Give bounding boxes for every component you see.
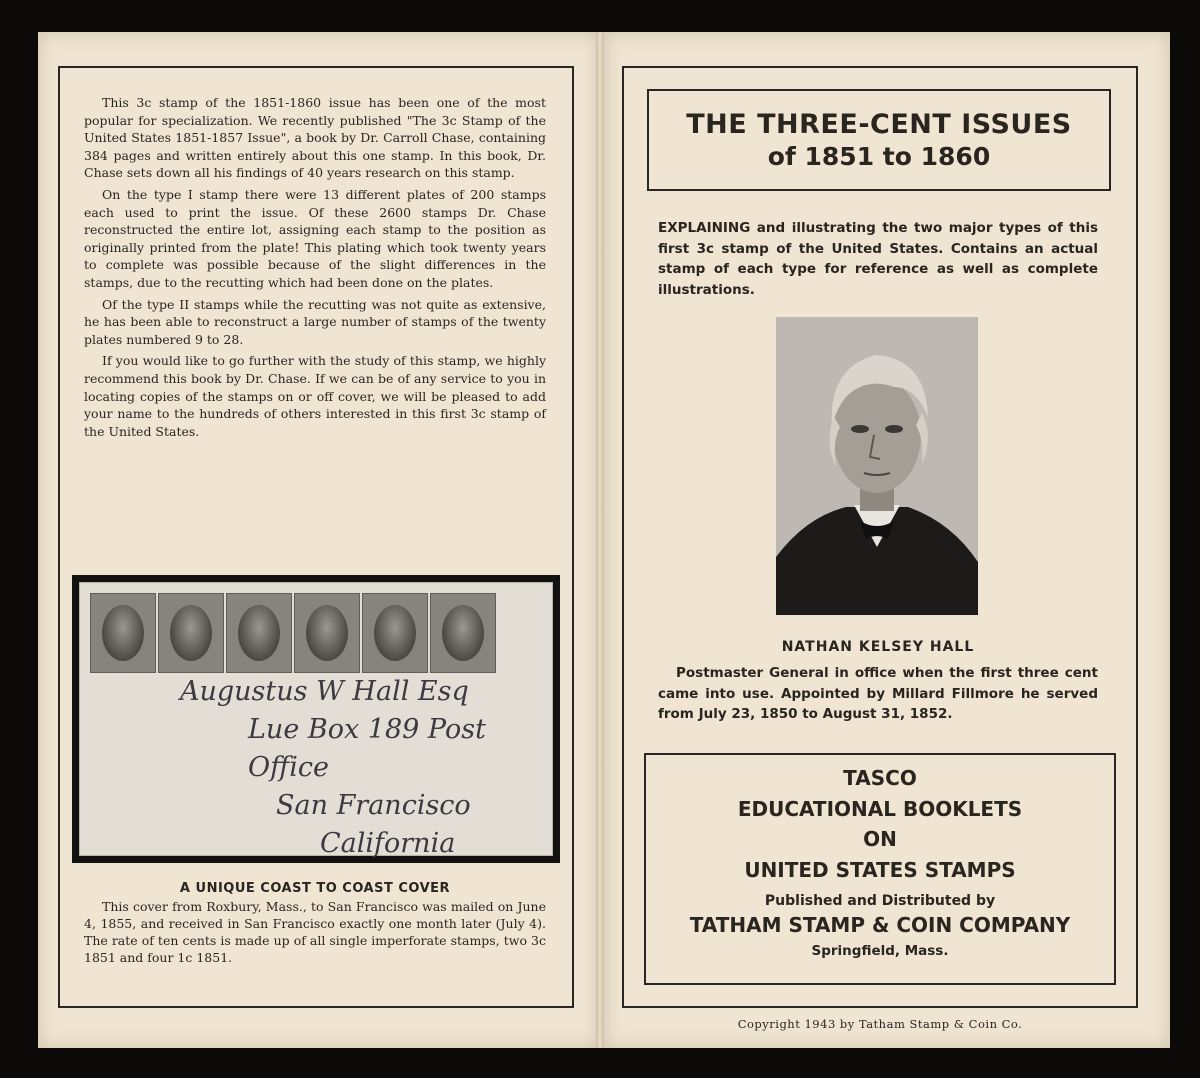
paragraph-type-one: On the type I stamp there were 13 different plates of 200 stamps each used to print the issue. Of these 2600 stamps Dr. Chase reconstructed the entire lot, assigning each stamp to the position as originally printed from the plate! This plating which took twenty years to complete was possible because of the slight differences in the stamps, due to the recutting which had been done on the plates. — [84, 186, 546, 290]
caption-title: A UNIQUE COAST TO COAST COVER — [179, 881, 451, 896]
company-city: Springfield, Mass. — [811, 943, 949, 959]
left-page-text — [84, 94, 546, 444]
company-name: TATHAM STAMP & COIN COMPANY — [689, 913, 1071, 937]
cover-caption — [84, 880, 546, 966]
booklet-title: THE THREE-CENT ISSUES — [686, 109, 1072, 140]
portrait-description: Postmaster General in office when the first three cent came into use. Appointed by Millard Fillmore he served from July 23, 1850 to August 31, 1852. — [658, 665, 1098, 722]
explain-text: EXPLAINING and illustrating the two major types of this first 3c stamp of the United States. Contains an actual stamp of each type for reference as well as complete illustrations. — [658, 220, 1098, 298]
handwritten-address — [180, 673, 552, 863]
stamp — [226, 593, 292, 673]
address-line: Lue Box 189 Post Office — [248, 714, 486, 783]
paragraph-type-two: Of the type II stamps while the recutting was not quite as extensive, he has been able to reconstruct a large number of stamps of the twenty plates numbered 9 to 28. — [84, 296, 546, 347]
series-line-2: EDUCATIONAL BOOKLETS — [737, 796, 1023, 821]
series-name: TASCO — [843, 766, 917, 790]
address-line: San Francisco — [276, 790, 471, 821]
cover-photo — [72, 575, 560, 863]
booklet-subtitle: of 1851 to 1860 — [767, 142, 991, 171]
address-line: California — [320, 828, 456, 859]
stamp — [158, 593, 224, 673]
copyright-notice: Copyright 1943 by Tatham Stamp & Coin Co. — [737, 1017, 1023, 1031]
publisher-box — [644, 753, 1116, 985]
address-line: Augustus W Hall Esq — [180, 676, 469, 707]
caption-body: This cover from Roxbury, Mass., to San Francisco was mailed on June 4, 1855, and received in San Francisco exactly one month later (July 4). The rate of ten cents is made up of all single imperforate stamps, two 3c 1851 and four 1c 1851. — [84, 899, 546, 965]
stamp — [362, 593, 428, 673]
right-page — [604, 32, 1170, 1048]
series-line-3: ON — [863, 827, 897, 851]
envelope — [79, 582, 553, 859]
stamp-strip — [90, 593, 498, 673]
portrait-name: NATHAN KELSEY HALL — [781, 639, 975, 655]
title-box — [647, 89, 1111, 191]
published-by: Published and Distributed by — [764, 893, 996, 909]
left-page — [38, 32, 598, 1048]
portrait-engraving — [776, 317, 978, 615]
series-line-4: UNITED STATES STAMPS — [744, 857, 1016, 882]
paragraph-further-study: If you would like to go further with the study of this stamp, we highly recommend this book by Dr. Chase. If we can be of any service to you in locating copies of the stamps on or off cover, we will be pleased to add your name to the hundreds of others interested in this first 3c stamp of the United States. — [84, 353, 546, 439]
stamp — [430, 593, 496, 673]
portrait-image — [776, 317, 978, 615]
paragraph-intro: This 3c stamp of the 1851-1860 issue has been one of the most popular for specialization. We recently published "The 3c Stamp of the United States 1851-1857 Issue", a book by Dr. Carroll Chase, containing 384 pages and written entirely about this one stamp. In this book, Dr. Chase sets down all his findings of 40 years research on this stamp. — [84, 95, 546, 181]
stamp — [294, 593, 360, 673]
stamp — [90, 593, 156, 673]
